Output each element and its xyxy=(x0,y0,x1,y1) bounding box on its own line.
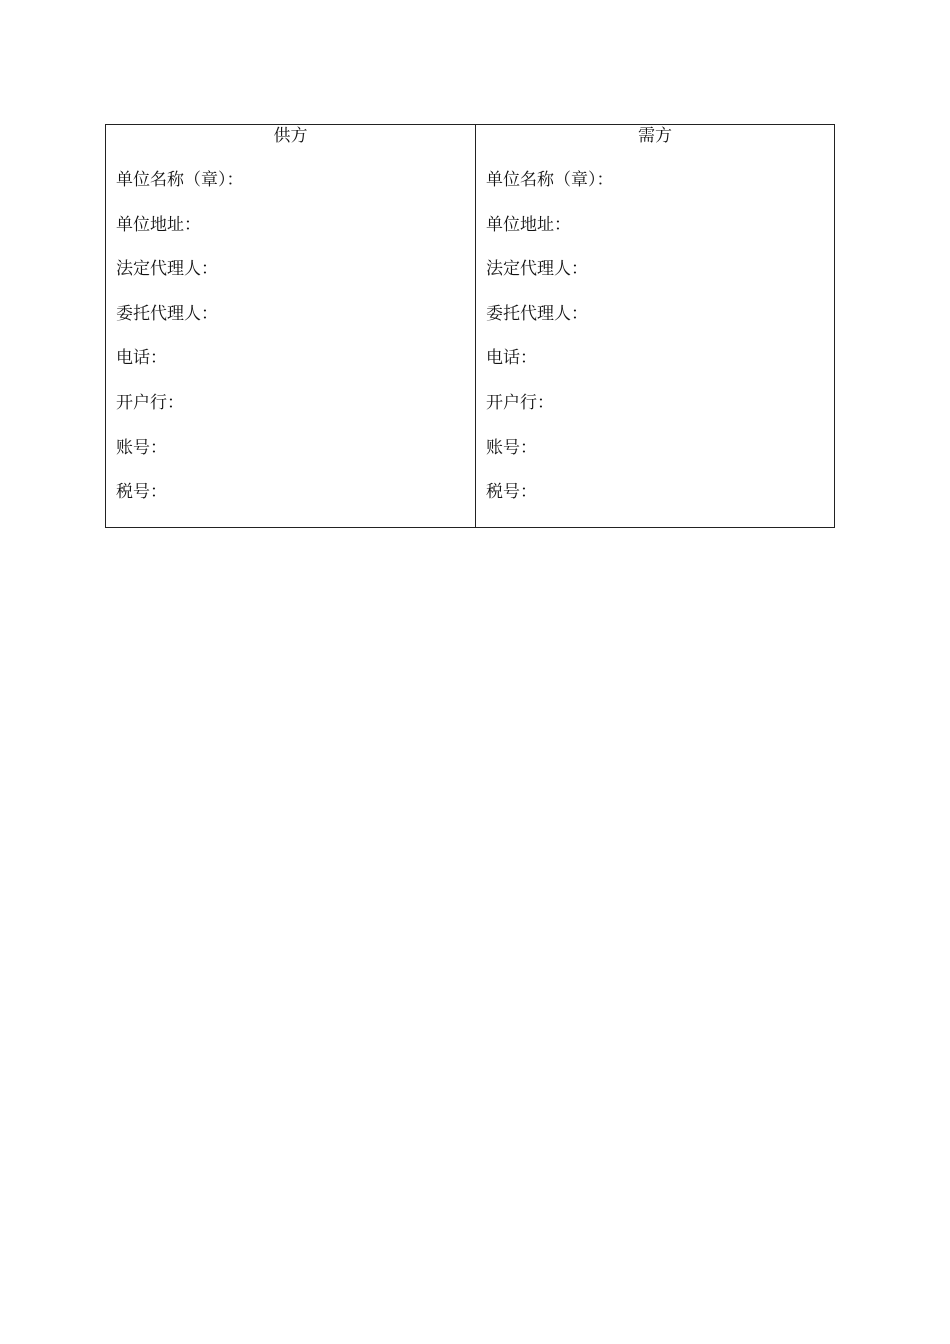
supplier-account-field: 账号： xyxy=(116,437,167,458)
supplier-field-list xyxy=(116,169,469,526)
supplier-column xyxy=(106,125,476,527)
supplier-unit-name-field: 单位名称（章）： xyxy=(116,170,244,190)
supplier-phone-field: 电话： xyxy=(116,348,167,369)
demander-address-field: 单位地址： xyxy=(486,214,571,235)
demander-account-field: 账号： xyxy=(486,437,537,458)
demander-tax-id-field: 税号： xyxy=(486,482,537,503)
demander-header: 需方 xyxy=(638,126,672,146)
demander-unit-name-field: 单位名称（章）： xyxy=(486,170,614,190)
demander-authorized-agent-field: 委托代理人： xyxy=(486,303,588,324)
supplier-authorized-agent-field: 委托代理人： xyxy=(116,303,218,324)
supplier-address-field: 单位地址： xyxy=(116,214,201,235)
demander-bank-field: 开户行： xyxy=(486,392,554,413)
demander-legal-representative-field: 法定代理人： xyxy=(486,259,588,280)
demander-phone-field: 电话： xyxy=(486,348,537,369)
demander-column xyxy=(476,125,834,527)
supplier-header: 供方 xyxy=(273,126,308,146)
supplier-tax-id-field: 税号： xyxy=(116,482,167,503)
signature-table xyxy=(105,124,835,528)
supplier-bank-field: 开户行： xyxy=(116,392,184,413)
supplier-legal-representative-field: 法定代理人： xyxy=(116,259,218,280)
demander-field-list xyxy=(486,169,828,526)
